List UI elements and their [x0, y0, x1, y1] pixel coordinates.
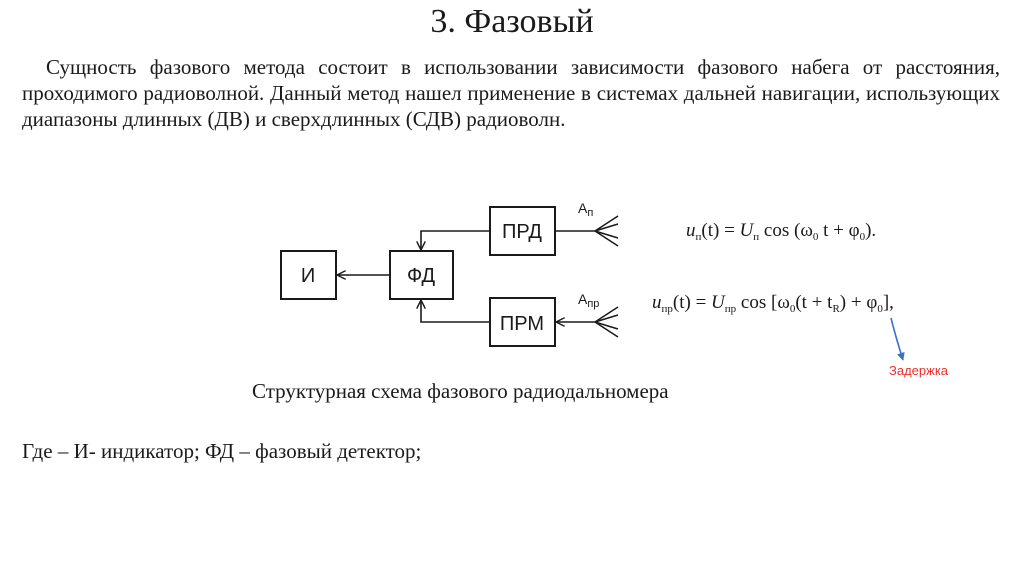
- phase-detector-label: ФД: [406, 265, 436, 287]
- prm-to-fd-arrow: [421, 300, 490, 322]
- slide-title: 3. Фазовый: [430, 3, 594, 40]
- receiver-block: [490, 298, 555, 346]
- transmitter-block: [490, 207, 555, 255]
- tx-antenna-icon: [595, 216, 618, 246]
- delay-annotation: Задержка: [889, 363, 949, 378]
- indicator-label: И: [300, 265, 316, 287]
- diagram-caption: Структурная схема фазового радиодальномера: [252, 379, 669, 403]
- tx-antenna-label: $А_п$: [578, 200, 594, 219]
- indicator-block: [281, 251, 336, 299]
- legend-text: Где – И- индикатор; ФД – фазовый детектор;: [22, 439, 422, 463]
- prd-to-fd-arrow: [421, 231, 490, 250]
- rx-antenna-label: $А_{пр}$: [578, 291, 600, 310]
- description-paragraph: Сущность фазового метода состоит в использовании зависимости фазового набега от расстояния, проходимого радиоволной. Данный метод нашел применение в системах дальней навигации, использующих диапазоны длинных (ДВ) и сверхдлинных (СДВ) радиоволн.: [22, 55, 1000, 131]
- transmitter-label: ПРД: [502, 221, 542, 243]
- rx-antenna-icon: [595, 307, 618, 337]
- delay-arrow: [891, 318, 903, 360]
- phase-detector-block: [390, 251, 453, 299]
- receiver-label: ПРМ: [499, 313, 545, 335]
- rx-signal-formula: $u_{пр}(t) = U_{пр}$ $\cos [\omega_0(t + t_R) + \varphi_0]$,: [652, 292, 894, 315]
- tx-signal-formula: $u_п(t) = U_п$ $\cos (\omega_0$ $t + \varphi_0$).: [686, 220, 877, 243]
